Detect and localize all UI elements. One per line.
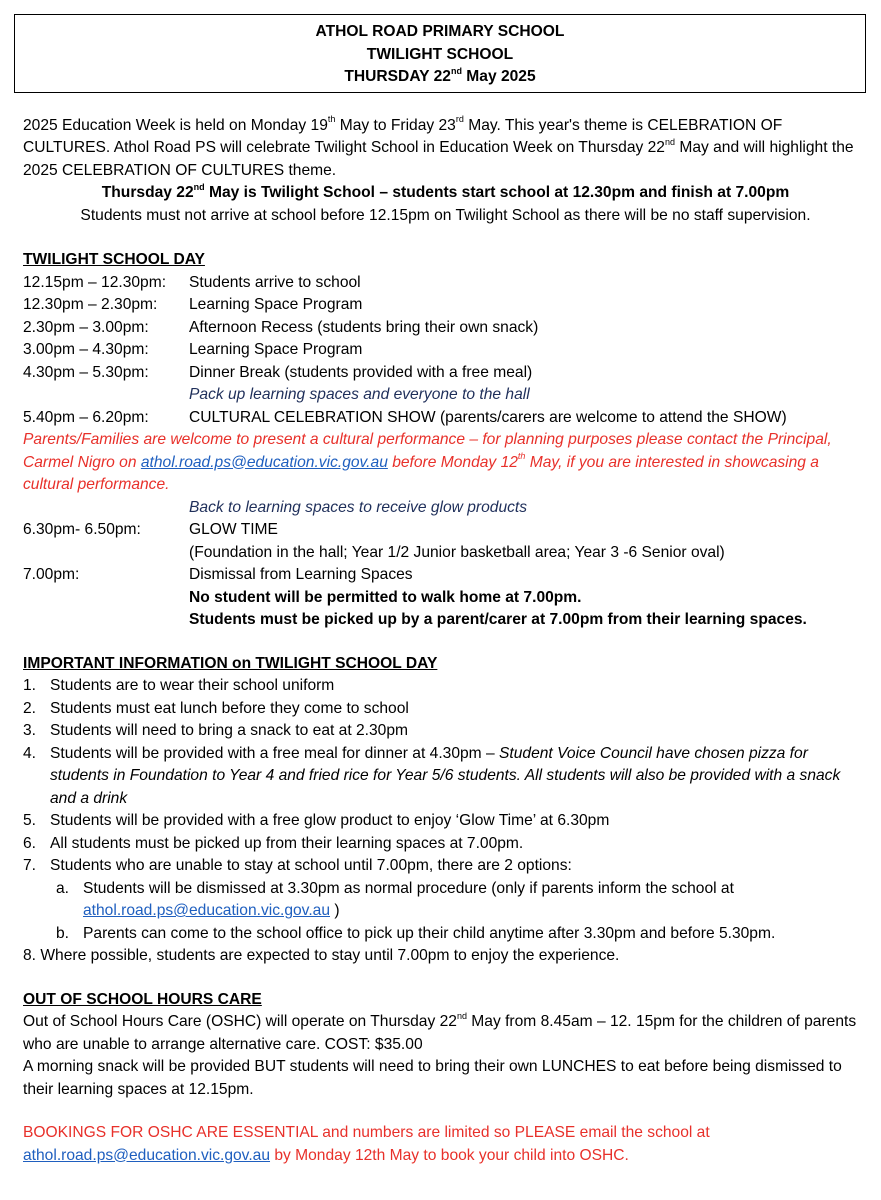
schedule-row: 4.30pm – 5.30pm: Dinner Break (students provided with a free meal) [23,363,533,381]
glow-detail: (Foundation in the hall; Year 1/2 Junior basketball area; Year 3 -6 Senior oval) [189,543,725,561]
school-name: ATHOL ROAD PRIMARY SCHOOL [315,23,565,40]
schedule-row: 12.15pm – 12.30pm: Students arrive to school [23,273,361,291]
dismiss-warning-1: No student will be permitted to walk home at 7.00pm. [189,588,582,606]
intro-notice: Students must not arrive at school before 12.15pm on Twilight School as there will be no staff supervision. [80,206,811,224]
important-list [23,675,868,968]
important-title: IMPORTANT INFORMATION on TWILIGHT SCHOOL DAY [23,654,438,672]
oshc-paragraph-1: Out of School Hours Care (OSHC) will operate on Thursday 22nd May from 8.45am – 12. 15pm for the children of parents who are unable to arrange alternative care. COST: $35.00 [23,1010,857,1053]
list-item: 2. Students must eat lunch before they come to school [23,699,409,717]
email-link[interactable]: athol.road.ps@education.vic.gov.au [83,902,331,919]
performance-note: Parents/Families are welcome to present a cultural performance – for planning purposes please contact the Principal, Carmel Nigro on athol.road.ps@education.vic.gov.au before Monday 12th May, if you are interested in showcasing a cultural performance. [23,431,832,493]
list-item: 1. Students are to wear their school uniform [23,677,335,694]
list-item: 7. Students who are unable to stay at school until 7.00pm, there are 2 options: [23,857,572,874]
email-link[interactable]: athol.road.ps@education.vic.gov.au [23,1146,271,1164]
schedule-title: TWILIGHT SCHOOL DAY [23,251,205,268]
email-link[interactable]: athol.road.ps@education.vic.gov.au [140,453,388,471]
list-item: 8. Where possible, students are expected to stay until 7.00pm to enjoy the experience. [23,947,620,964]
event-title: TWILIGHT SCHOOL [366,45,514,63]
schedule-list [23,272,868,632]
sub-list-item: b. Parents can come to the school office to pick up their child anytime after 3.30pm and before 5.30pm. [56,924,776,942]
schedule-row: 2.30pm – 3.00pm: Afternoon Recess (students bring their own snack) [23,318,539,336]
schedule-row-glow: 6.30pm- 6.50pm: GLOW TIME [23,521,278,538]
schedule-row-show: 5.40pm – 6.20pm: CULTURAL CELEBRATION SHOW (parents/carers are welcome to attend the SHOW) [23,408,787,426]
oshc-paragraph-2: A morning snack will be provided BUT students will need to bring their own LUNCHES to eat before being dismissed to their learning spaces at 12.15pm. [23,1058,842,1098]
oshc-title: OUT OF SCHOOL HOURS CARE [23,990,262,1008]
list-item: 3. Students will need to bring a snack to eat at 2.30pm [23,722,409,739]
packup-note: Pack up learning spaces and everyone to the hall [189,386,530,403]
booking-notice: BOOKINGS FOR OSHC ARE ESSENTIAL and numbers are limited so PLEASE email the school at athol.road.ps@education.vic.gov.au by Monday 12th May to book your child into OSHC. [23,1124,710,1164]
back-note: Back to learning spaces to receive glow products [189,498,528,516]
schedule-row: 12.30pm – 2.30pm: Learning Space Program [23,296,363,313]
schedule-row: 3.00pm – 4.30pm: Learning Space Program [23,341,363,358]
flyer-page [23,14,868,1167]
list-item: 5. Students will be provided with a free glow product to enjoy ‘Glow Time’ at 6.30pm [23,812,610,829]
header-box [14,14,866,93]
intro-paragraph: 2025 Education Week is held on Monday 19th May to Friday 23rd May. This year's theme is CELEBRATION OF CULTURES. Athol Road PS will celebrate Twilight School in Education Week on Thursday 22nd May and will highlight the 2025 CELEBRATION OF CULTURES theme. [23,114,854,179]
schedule-row-dismiss: 7.00pm: Dismissal from Learning Spaces [23,566,413,583]
dismiss-warning-2: Students must be picked up by a parent/carer at 7.00pm from their learning spaces. [189,611,807,628]
intro-bold-line: Thursday 22nd May is Twilight School – students start school at 12.30pm and finish at 7.00pm [101,181,790,201]
sub-list-item: a. Students will be dismissed at 3.30pm as normal procedure (only if parents inform the school at athol.road.ps@education.vic.gov.au ) [56,879,734,919]
list-item: 4. Students will be provided with a free meal for dinner at 4.30pm – Student Voice Council have chosen pizza for students in Foundation to Year 4 and fried rice for Year 5/6 students. All students will also be provided with a snack and a drink [23,744,841,807]
event-date: THURSDAY 22nd May 2025 [344,65,536,85]
list-item: 6. All students must be picked up from their learning spaces at 7.00pm. [23,834,524,852]
